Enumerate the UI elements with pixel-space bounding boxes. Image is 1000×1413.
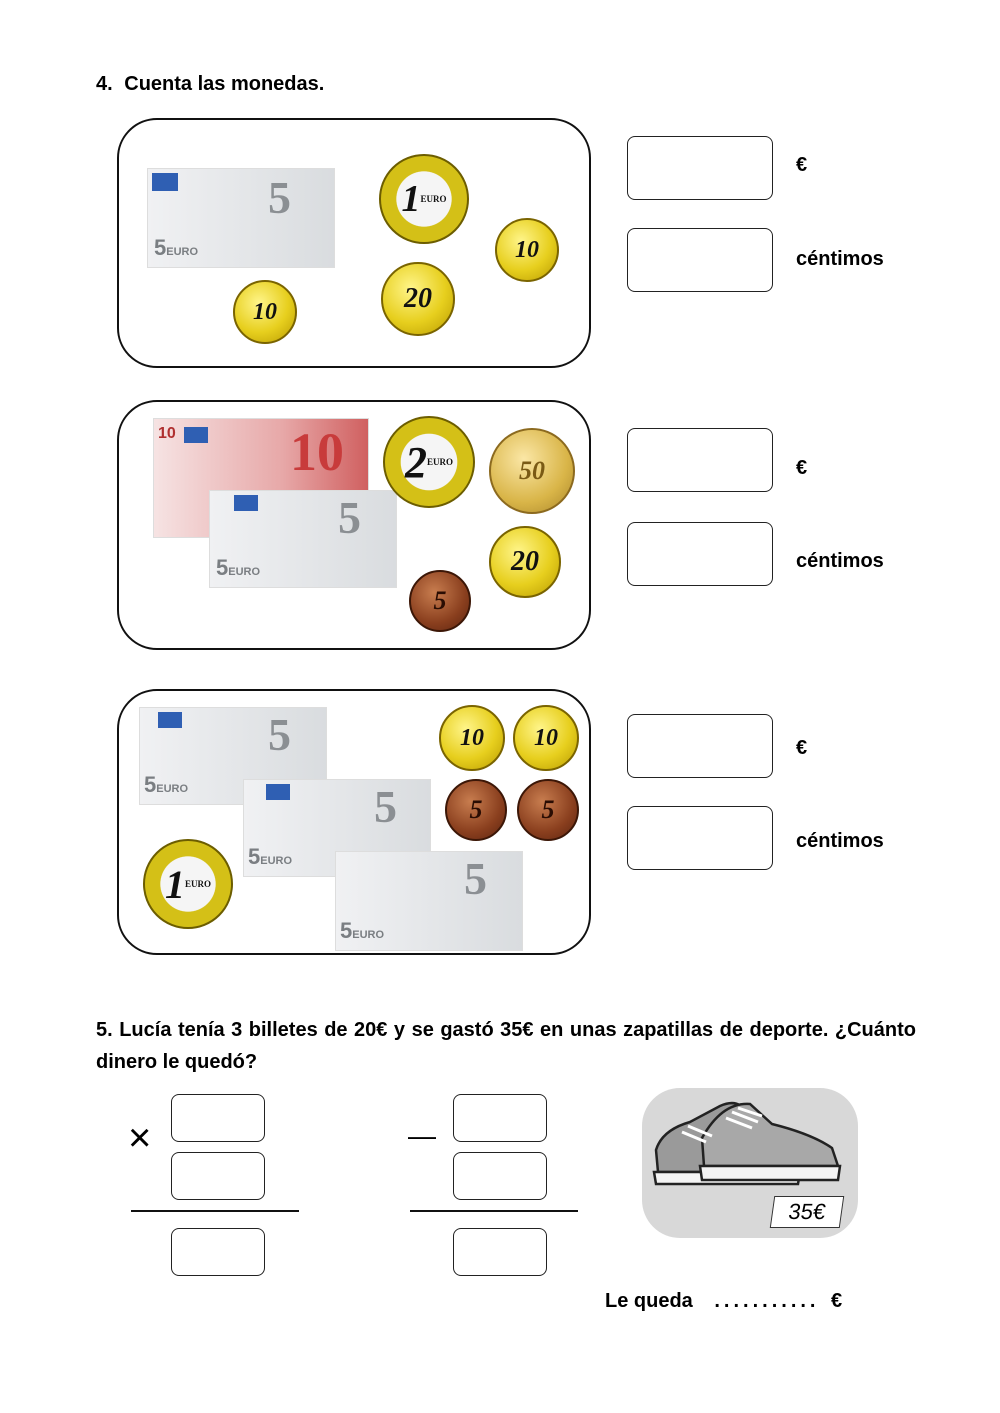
subtract-result-box[interactable] <box>453 1228 547 1276</box>
answer-line <box>605 1290 842 1313</box>
multiply-factor-box-1[interactable] <box>171 1094 265 1142</box>
banknote-corner-value: 10 <box>158 425 176 442</box>
subtract-subtrahend-box[interactable] <box>453 1152 547 1200</box>
banknote-5-euro <box>209 490 397 588</box>
coin-5-cent: 5 <box>517 779 579 841</box>
coin-5-cent: 5 <box>445 779 507 841</box>
cents-answer-box-3[interactable] <box>627 806 773 870</box>
banknote-value: 10 <box>290 422 344 482</box>
coin-1-euro: 1 EURO <box>143 839 233 929</box>
banknote-value: 5 <box>464 853 487 904</box>
eu-flag-icon <box>266 784 290 800</box>
cents-unit-label: céntimos <box>796 550 884 572</box>
banknote-corner-value: 5EURO <box>340 918 385 943</box>
euro-answer-box-3[interactable] <box>627 714 773 778</box>
banknote-corner-value: 5EURO <box>154 235 199 260</box>
banknote-corner-value: 5EURO <box>216 555 261 580</box>
coin-10-cent: 10 <box>439 705 505 771</box>
coin-5-cent: 5 <box>409 570 471 632</box>
coin-20-cent: 20 <box>489 526 561 598</box>
multiply-result-line <box>131 1210 299 1212</box>
answer-blank[interactable]: ........... <box>714 1290 820 1312</box>
cents-unit-label: céntimos <box>796 248 884 270</box>
banknote-corner-value: 5EURO <box>248 844 293 869</box>
coin-10-cent: 10 <box>513 705 579 771</box>
multiply-icon: × <box>128 1116 152 1160</box>
eu-flag-icon <box>234 495 258 511</box>
answer-unit: € <box>831 1290 843 1312</box>
coin-2-euro: 2 EURO <box>383 416 475 508</box>
banknote-value: 5 <box>338 492 361 543</box>
eu-flag-icon <box>158 712 182 728</box>
banknote-value: 5 <box>374 781 397 832</box>
coin-20-cent: 20 <box>381 262 455 336</box>
multiply-factor-box-2[interactable] <box>171 1152 265 1200</box>
banknote-5-euro <box>335 851 523 951</box>
money-panel-1 <box>117 118 591 368</box>
sneakers-illustration <box>642 1088 858 1238</box>
exercise-4-title: Cuenta las monedas. <box>124 73 325 95</box>
multiply-result-box[interactable] <box>171 1228 265 1276</box>
cents-answer-box-2[interactable] <box>627 522 773 586</box>
exercise-5-number: 5. <box>96 1019 113 1041</box>
money-panel-2 <box>117 400 591 650</box>
cents-answer-box-1[interactable] <box>627 228 773 292</box>
euro-unit-label: € <box>796 737 808 759</box>
banknote-value: 5 <box>268 172 291 223</box>
eu-flag-icon <box>152 173 178 191</box>
cents-unit-label: céntimos <box>796 830 884 852</box>
answer-label: Le queda <box>605 1290 693 1312</box>
subtract-minuend-box[interactable] <box>453 1094 547 1142</box>
exercise-4-heading <box>96 73 324 96</box>
price-tag-text: 35€ <box>786 1199 828 1224</box>
banknote-value: 5 <box>268 709 291 760</box>
coin-10-cent: 10 <box>495 218 559 282</box>
euro-answer-box-2[interactable] <box>627 428 773 492</box>
minus-icon: — <box>408 1120 436 1151</box>
banknote-5-euro <box>147 168 335 268</box>
coin-1-euro: 1 EURO <box>379 154 469 244</box>
euro-unit-label: € <box>796 457 808 479</box>
banknote-corner-value: 5EURO <box>144 772 189 797</box>
price-tag <box>770 1196 844 1228</box>
euro-unit-label: € <box>796 154 808 176</box>
exercise-5-question <box>96 1014 916 1078</box>
coin-50-cent: 50 <box>489 428 575 514</box>
exercise-5-text: Lucía tenía 3 billetes de 20€ y se gastó 35€ en unas zapatillas de deporte. ¿Cuánto dinero le quedó? <box>96 1019 916 1073</box>
money-panel-3 <box>117 689 591 955</box>
coin-10-cent: 10 <box>233 280 297 344</box>
eu-flag-icon <box>184 427 208 443</box>
exercise-4-number: 4. <box>96 73 113 95</box>
euro-answer-box-1[interactable] <box>627 136 773 200</box>
subtract-result-line <box>410 1210 578 1212</box>
